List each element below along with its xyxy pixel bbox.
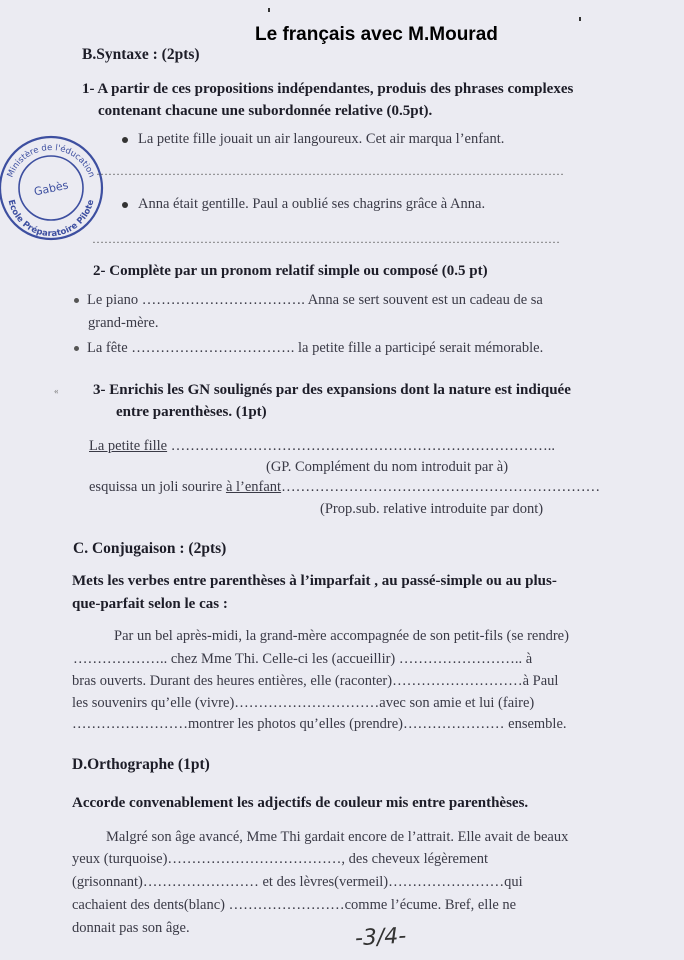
stamp-center-text: Gabès [32, 178, 70, 199]
ink-speck [268, 8, 270, 12]
orthography-text-line-1: Malgré son âge avancé, Mme Thi gardait encore de l’attrait. Elle avait de beaux [106, 829, 569, 845]
q3-line1: 3- Enrichis les GN soulignés par des expansions dont la nature est indiquée [93, 382, 571, 398]
q3-gn1: La petite fille [89, 438, 168, 454]
school-stamp [0, 133, 106, 243]
orthography-text-line-5: donnait pas son âge. [72, 920, 190, 936]
q3-gn2: à l’enfant [225, 479, 282, 495]
q2-item-1-continued: grand-mère. [88, 315, 159, 331]
conjugation-instruction-1: Mets les verbes entre parenthèses à l’imparfait , au passé-simple ou au plus- [72, 573, 557, 589]
page-header: Le français avec M.Mourad [255, 24, 498, 45]
svg-text:Ecole Préparatoire Pilote [6, 199, 97, 240]
q3-line2: entre parenthèses. (1pt) [116, 404, 267, 420]
margin-mark: « [54, 386, 59, 396]
orthography-title: D.Orthographe (1pt) [72, 756, 210, 773]
q3-hint-1: (GP. Complément du nom introduit par à) [266, 459, 509, 475]
q1-item-1-text: La petite fille jouait un air langoureux. Cet air marqua l’enfant. [138, 131, 505, 147]
orthography-instruction: Accorde convenablement les adjectifs de couleur mis entre parenthèses. [72, 795, 529, 811]
q1-line2: contenant chacune une subordonnée relative (0.5pt). [98, 103, 433, 119]
conjugation-text-line-3[interactable]: bras ouverts. Durant des heures entières, elle (raconter)………………………à Paul [72, 673, 559, 689]
orthography-text-line-2[interactable]: yeux (turquoise)………………………………, des cheveux légèrement [72, 851, 488, 867]
page-number: -3/4- [354, 923, 407, 952]
q3-gn2-row [89, 479, 600, 496]
q3-gn1-blank[interactable]: …………………………………………………………………….. [167, 438, 555, 454]
bullet-icon [122, 202, 128, 208]
q2-item-1-text[interactable]: Le piano ……………………………. Anna se sert souvent est un cadeau de sa [87, 292, 543, 308]
q3-hint-2: (Prop.sub. relative introduite par dont) [320, 501, 544, 517]
q2-title: 2- Complète par un pronom relatif simple ou composé (0.5 pt) [93, 263, 488, 279]
syntax-title: B.Syntaxe : (2pts) [82, 46, 200, 63]
conjugation-instruction-2: que-parfait selon le cas : [72, 596, 228, 612]
q1-item-2 [122, 196, 485, 213]
stamp-bottom-text: Ecole Préparatoire Pilote [5, 198, 97, 240]
q1-answer-line-2[interactable]: ……………………………………………………………………………………………………… [92, 232, 560, 246]
conjugation-title: C. Conjugaison : (2pts) [73, 540, 227, 557]
q3-verb: esquissa un joli sourire [89, 479, 226, 495]
q3-gn1-row [89, 438, 555, 455]
q1-item-2-text: Anna était gentille. Paul a oublié ses chagrins grâce à Anna. [138, 196, 486, 212]
conjugation-text-line-2[interactable]: ……………….. chez Mme Thi. Celle-ci les (accueillir) …………………….. à [73, 651, 533, 667]
orthography-text-line-3[interactable]: (grisonnant)…………………… et des lèvres(vermeil)……………………qui [72, 874, 523, 890]
ink-speck [579, 17, 581, 21]
bullet-icon [74, 298, 79, 303]
bullet-icon [74, 346, 79, 351]
q3-gn2-blank[interactable]: ………………………………………………………… [281, 479, 601, 495]
bullet-icon [122, 137, 128, 143]
q2-item-2 [74, 340, 543, 357]
stamp-top-text: Ministère de l'éducation [5, 142, 97, 180]
q2-item-2-text[interactable]: La fête ……………………………. la petite fille a participé serait mémorable. [87, 340, 544, 356]
q1-item-1 [122, 131, 504, 148]
conjugation-text-line-1[interactable]: Par un bel après-midi, la grand-mère accompagnée de son petit-fils (se rendre) [114, 628, 569, 644]
orthography-text-line-4[interactable]: cachaient des dents(blanc) ……………………comme l’écume. Bref, elle ne [72, 897, 517, 913]
q2-item-1 [74, 292, 543, 309]
conjugation-text-line-4[interactable]: les souvenirs qu’elle (vivre)…………………………avec son amie et lui (faire) [72, 695, 535, 711]
conjugation-text-line-5[interactable]: ……………………montrer les photos qu’elles (prendre)………………… ensemble. [72, 716, 567, 732]
q1-line1: 1- A partir de ces propositions indépendantes, produis des phrases complexes [82, 81, 574, 97]
q1-answer-line-1[interactable]: ……………………………………………………………………………………………………… [96, 164, 564, 178]
